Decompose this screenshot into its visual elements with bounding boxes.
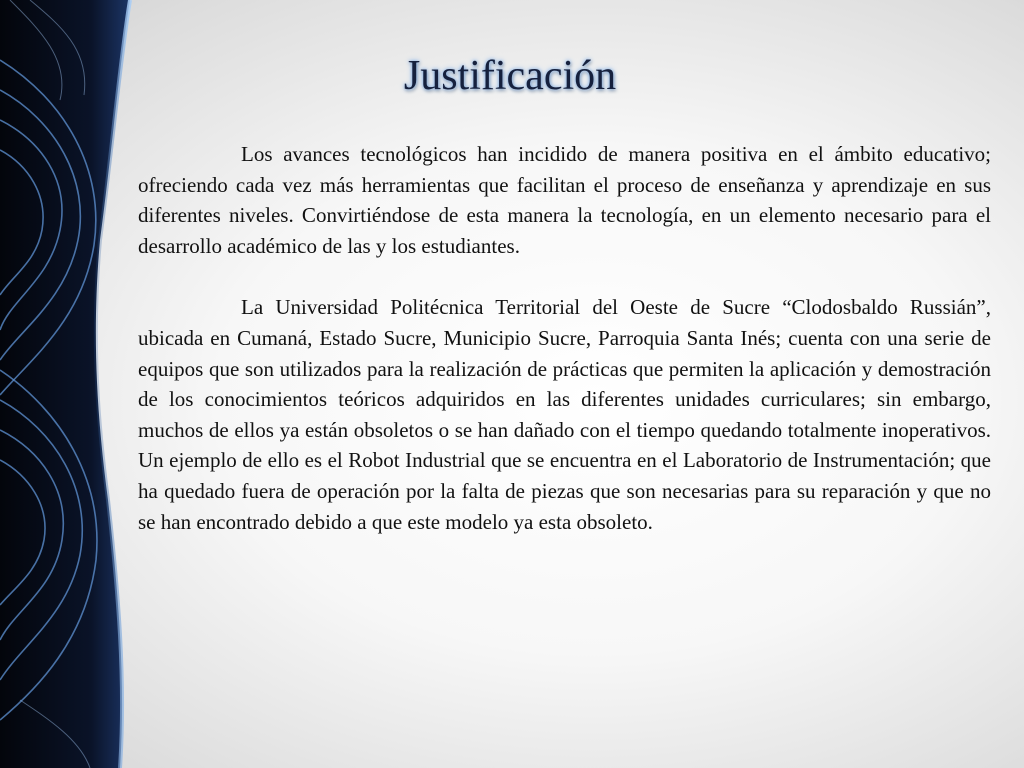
slide-title: Justificación: [403, 53, 617, 99]
decorative-swirl-band: [0, 0, 160, 768]
paragraph-1: Los avances tecnológicos han incidido de manera positiva en el ámbito educativo; ofreciendo cada vez más herramientas que facilitan el proceso de enseñanza y aprendizaje en sus diferentes niveles. Convirtiéndose de esta manera la tecnología, en un elemento necesario para el desarrollo académico de las y los estudiantes.: [138, 142, 991, 258]
body-text: [138, 139, 991, 537]
paragraph-2: La Universidad Politécnica Territorial del Oeste de Sucre “Clodosbaldo Russián”, ubicada en Cumaná, Estado Sucre, Municipio Sucre, Parroquia Santa Inés; cuenta con una serie de equipos que son utilizados para la realización de prácticas que permiten la aplicación y demostración de los conocimientos teóricos adquiridos en las diferentes unidades curriculares; sin embargo, muchos de ellos ya están obsoletos o se han dañado con el tiempo quedando totalmente inoperativos. Un ejemplo de ello es el Robot Industrial que se encuentra en el Laboratorio de Instrumentación; que ha quedado fuera de operación por la falta de piezas que son necesarias para su reparación y que no se han encontrado debido a que este modelo ya esta obsoleto.: [138, 295, 991, 534]
